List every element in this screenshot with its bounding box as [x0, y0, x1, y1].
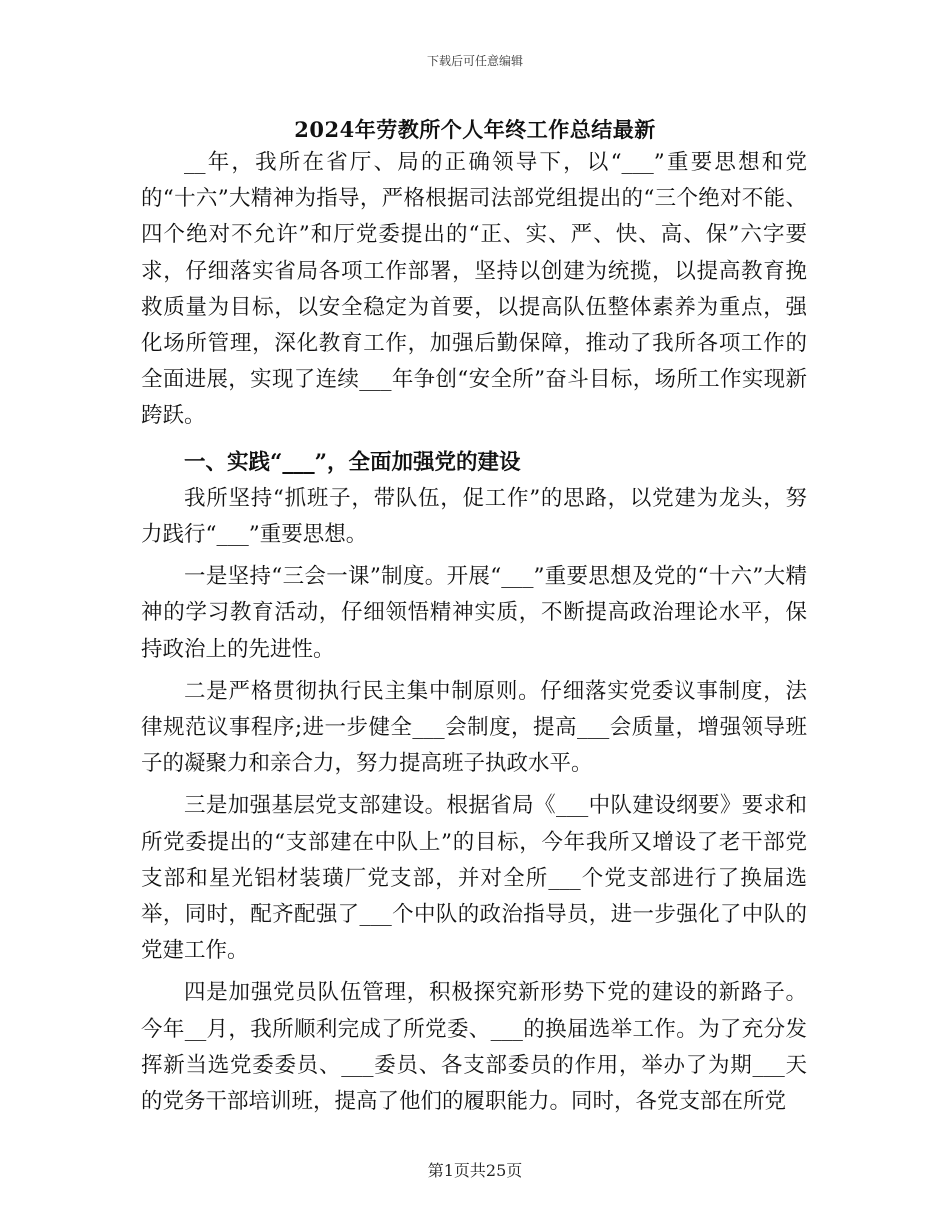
page-number: 第1页共25页 [427, 1161, 523, 1180]
paragraph-point-four: 四是加强党员队伍管理，积极探究新形势下党的建设的新路子。今年__月，我所顺利完成了所党委、___的换届选举工作。为了充分发挥新当选党委委员、___委员、各支部委员的作用，举办了为期___天的党务干部培训班，提高了他们的履职能力。同时，各党支部在所党 [141, 980, 807, 1115]
document-body [141, 145, 807, 1120]
paragraph-point-three: 三是加强基层党支部建设。根据省局《___中队建设纲要》要求和所党委提出的“支部建在中队上”的目标，今年我所又增设了老干部党支部和星光铝材装璜厂党支部，并对全所___个党支部进行了换届选举，同时，配齐配强了___个中队的政治指导员，进一步强化了中队的党建工作。 [141, 793, 807, 964]
paragraph-intro: __年，我所在省厅、局的正确领导下，以“___”重要思想和党的“十六”大精神为指导，严格根据司法部党组提出的“三个绝对不能、四个绝对不允许”和厅党委提出的“正、实、严、快、高、保”六字要求，仔细落实省局各项工作部署，坚持以创建为统揽，以提高教育挽救质量为目标，以安全稳定为首要，以提高队伍整体素养为重点，强化场所管理，深化教育工作，加强后勤保障，推动了我所各项工作的全面进展，实现了连续___年争创“安全所”奋斗目标，场所工作实现新跨跃。 [141, 150, 807, 429]
paragraph-point-two: 二是严格贯彻执行民主集中制原则。仔细落实党委议事制度，法律规范议事程序;进一步健全___会制度，提高___会质量，增强领导班子的凝聚力和亲合力，努力提高班子执政水平。 [141, 678, 807, 777]
paragraph-section-intro: 我所坚持“抓班子，带队伍，促工作”的思路，以党建为龙头，努力践行“___”重要思想。 [141, 485, 807, 548]
section-heading-party-building: 一、实践“___”，全面加强党的建设 [184, 449, 521, 475]
page-header-note: 下载后可任意编辑 [426, 54, 523, 68]
paragraph-point-one: 一是坚持“三会一课”制度。开展“___”重要思想及党的“十六”大精神的学习教育活动，仔细领悟精神实质，不断提高政治理论水平，保持政治上的先进性。 [141, 564, 807, 662]
document-title: 2024年劳教所个人年终工作总结最新 [294, 117, 656, 142]
